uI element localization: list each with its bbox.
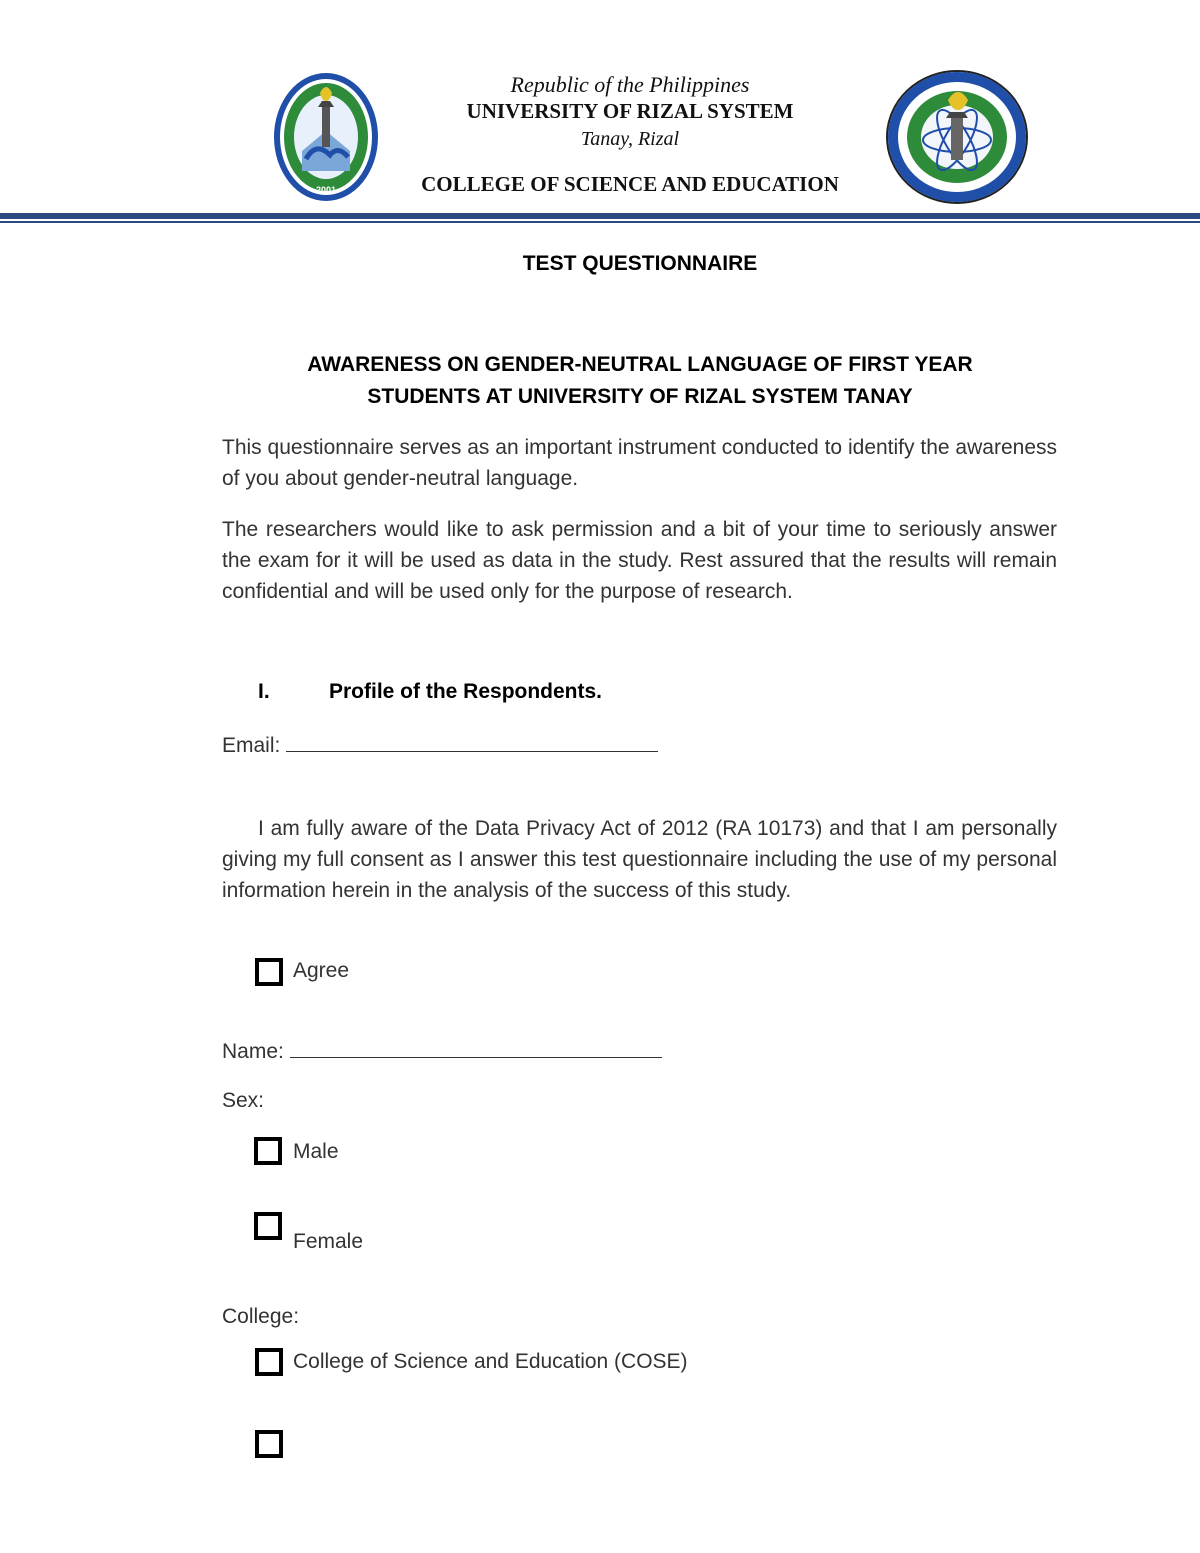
cose-checkbox[interactable]: [255, 1348, 283, 1376]
header-divider-thin: [0, 221, 1200, 223]
section-title: Profile of the Respondents.: [329, 680, 603, 703]
email-label: Email:: [222, 734, 281, 757]
header-republic: Republic of the Philippines: [510, 72, 750, 97]
email-field[interactable]: [222, 733, 658, 758]
college-label: College:: [222, 1305, 300, 1328]
email-blank[interactable]: [286, 733, 658, 752]
name-label: Name:: [222, 1040, 284, 1063]
study-title-line-1: AWARENESS ON GENDER-NEUTRAL LANGUAGE OF FIRST YEAR: [307, 353, 973, 376]
header-location: Tanay, Rizal: [580, 128, 680, 150]
female-label: Female: [293, 1230, 364, 1253]
name-field[interactable]: [222, 1039, 662, 1064]
female-checkbox[interactable]: [254, 1212, 282, 1240]
permission-paragraph: The researchers would like to ask permission and a bit of your time to seriously answer the exam for it will be used as data in the study. Rest assured that the results will remain confidential and will be used only for the purpose of research.: [222, 518, 1057, 603]
document-heading: TEST QUESTIONNAIRE: [522, 252, 758, 275]
consent-paragraph: I am fully aware of the Data Privacy Act of 2012 (RA 10173) and that I am personally giving my full consent as I answer this test questionnaire including the use of my personal information herein in the analysis of the success of this study.: [222, 817, 1057, 902]
study-title-line-2: STUDENTS AT UNIVERSITY OF RIZAL SYSTEM TANAY: [367, 385, 913, 408]
other-college-checkbox[interactable]: [255, 1430, 283, 1458]
name-blank[interactable]: [290, 1039, 662, 1058]
agree-label: Agree: [293, 959, 350, 982]
male-checkbox[interactable]: [254, 1137, 282, 1165]
male-label: Male: [293, 1140, 339, 1163]
agree-checkbox[interactable]: [255, 958, 283, 986]
sex-label: Sex:: [222, 1089, 265, 1112]
header-college: COLLEGE OF SCIENCE AND EDUCATION: [421, 172, 839, 196]
section-number: I.: [258, 680, 270, 703]
intro-paragraph: This questionnaire serves as an important instrument conducted to identify the awareness of you about gender-neutral language.: [222, 436, 1057, 490]
svg-text:2001: 2001: [315, 185, 337, 195]
header-divider-thick: [0, 213, 1200, 219]
header-university: UNIVERSITY OF RIZAL SYSTEM: [466, 99, 794, 123]
cose-label: College of Science and Education (COSE): [293, 1350, 688, 1373]
college-seal-logo: [884, 68, 1030, 206]
